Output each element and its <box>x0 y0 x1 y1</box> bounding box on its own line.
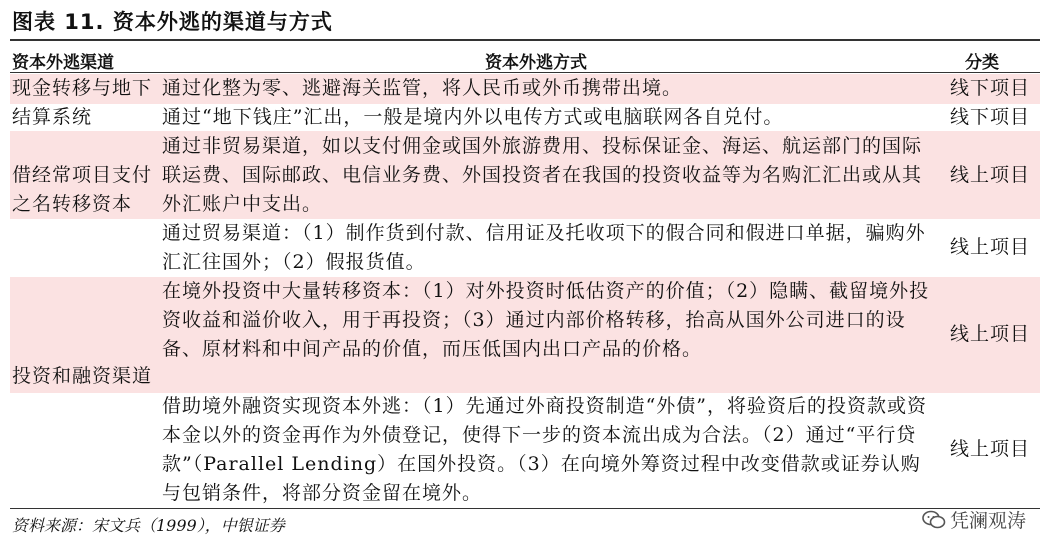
method-cell: 在境外投资中大量转移资本：（1）对外投资时低估资产的价值；（2）隐瞒、截留境外投资收益和溢价收入，用于再投资；（3）通过内部价格转移，抬高从国外公司进口的设备、原材料和中间产品的价值，而压低国内出口产品的价格。 <box>162 280 930 360</box>
kind-cell: 线上项目 <box>949 236 1030 258</box>
header-rule <box>10 72 1040 73</box>
category-cash-underground: 现金转移与地下结算系统 <box>12 77 153 128</box>
header-channel: 资本外逃渠道 <box>12 53 114 73</box>
category-current-account: 借经常项目支付之名转移资本 <box>12 164 153 215</box>
method-cell: 通过非贸易渠道，如以支付佣金或国外旅游费用、投标保证金、海运、航运部门的国际联运费、国际邮政、电信业务费、外国投资者在我国的投资收益等为名购汇汇出或从其外汇账户中支出。 <box>162 135 923 215</box>
source-note: 资料来源：宋文兵（1999），中银证券 <box>12 516 285 535</box>
method-cell: 通过贸易渠道：（1）制作货到付款、信用证及托收项下的假合同和假进口单据，骗购外汇汇往国外；（2）假报货值。 <box>162 222 926 273</box>
watermark-text: 凭澜观涛 <box>949 510 1026 532</box>
header-method: 资本外逃方式 <box>485 53 587 73</box>
bottom-rule <box>10 508 1040 509</box>
top-rule <box>10 39 1040 41</box>
header-kind: 分类 <box>965 53 999 73</box>
kind-cell: 线下项目 <box>949 106 1030 128</box>
kind-cell: 线上项目 <box>949 164 1030 186</box>
watermark <box>922 506 1026 533</box>
method-cell: 借助境外融资实现资本外逃：（1）先通过外商投资制造“外债”，将验资后的投资款或资本金以外的资金再作为外债登记，使得下一步的资本流出成为合法。（2）通过“平行贷款”（Parallel Lending）在国外投资。（3）在向境外筹资过程中改变借款或证券认购与包销条件，将部分资金留在境外。 <box>162 395 928 504</box>
kind-cell: 线上项目 <box>949 323 1030 345</box>
kind-cell: 线上项目 <box>949 438 1030 460</box>
figure-title: 图表 11. 资本外逃的渠道与方式 <box>12 10 333 34</box>
category-investment-finance: 投资和融资渠道 <box>12 365 153 387</box>
table-header <box>10 44 1040 72</box>
method-cell: 通过化整为零、逃避海关监管，将人民币或外币携带出境。 <box>162 77 683 99</box>
method-cell: 通过“地下钱庄”汇出，一般是境内外以电传方式或电脑联网各自兑付。 <box>162 106 784 128</box>
wechat-icon <box>922 510 946 530</box>
kind-cell: 线下项目 <box>949 77 1030 99</box>
